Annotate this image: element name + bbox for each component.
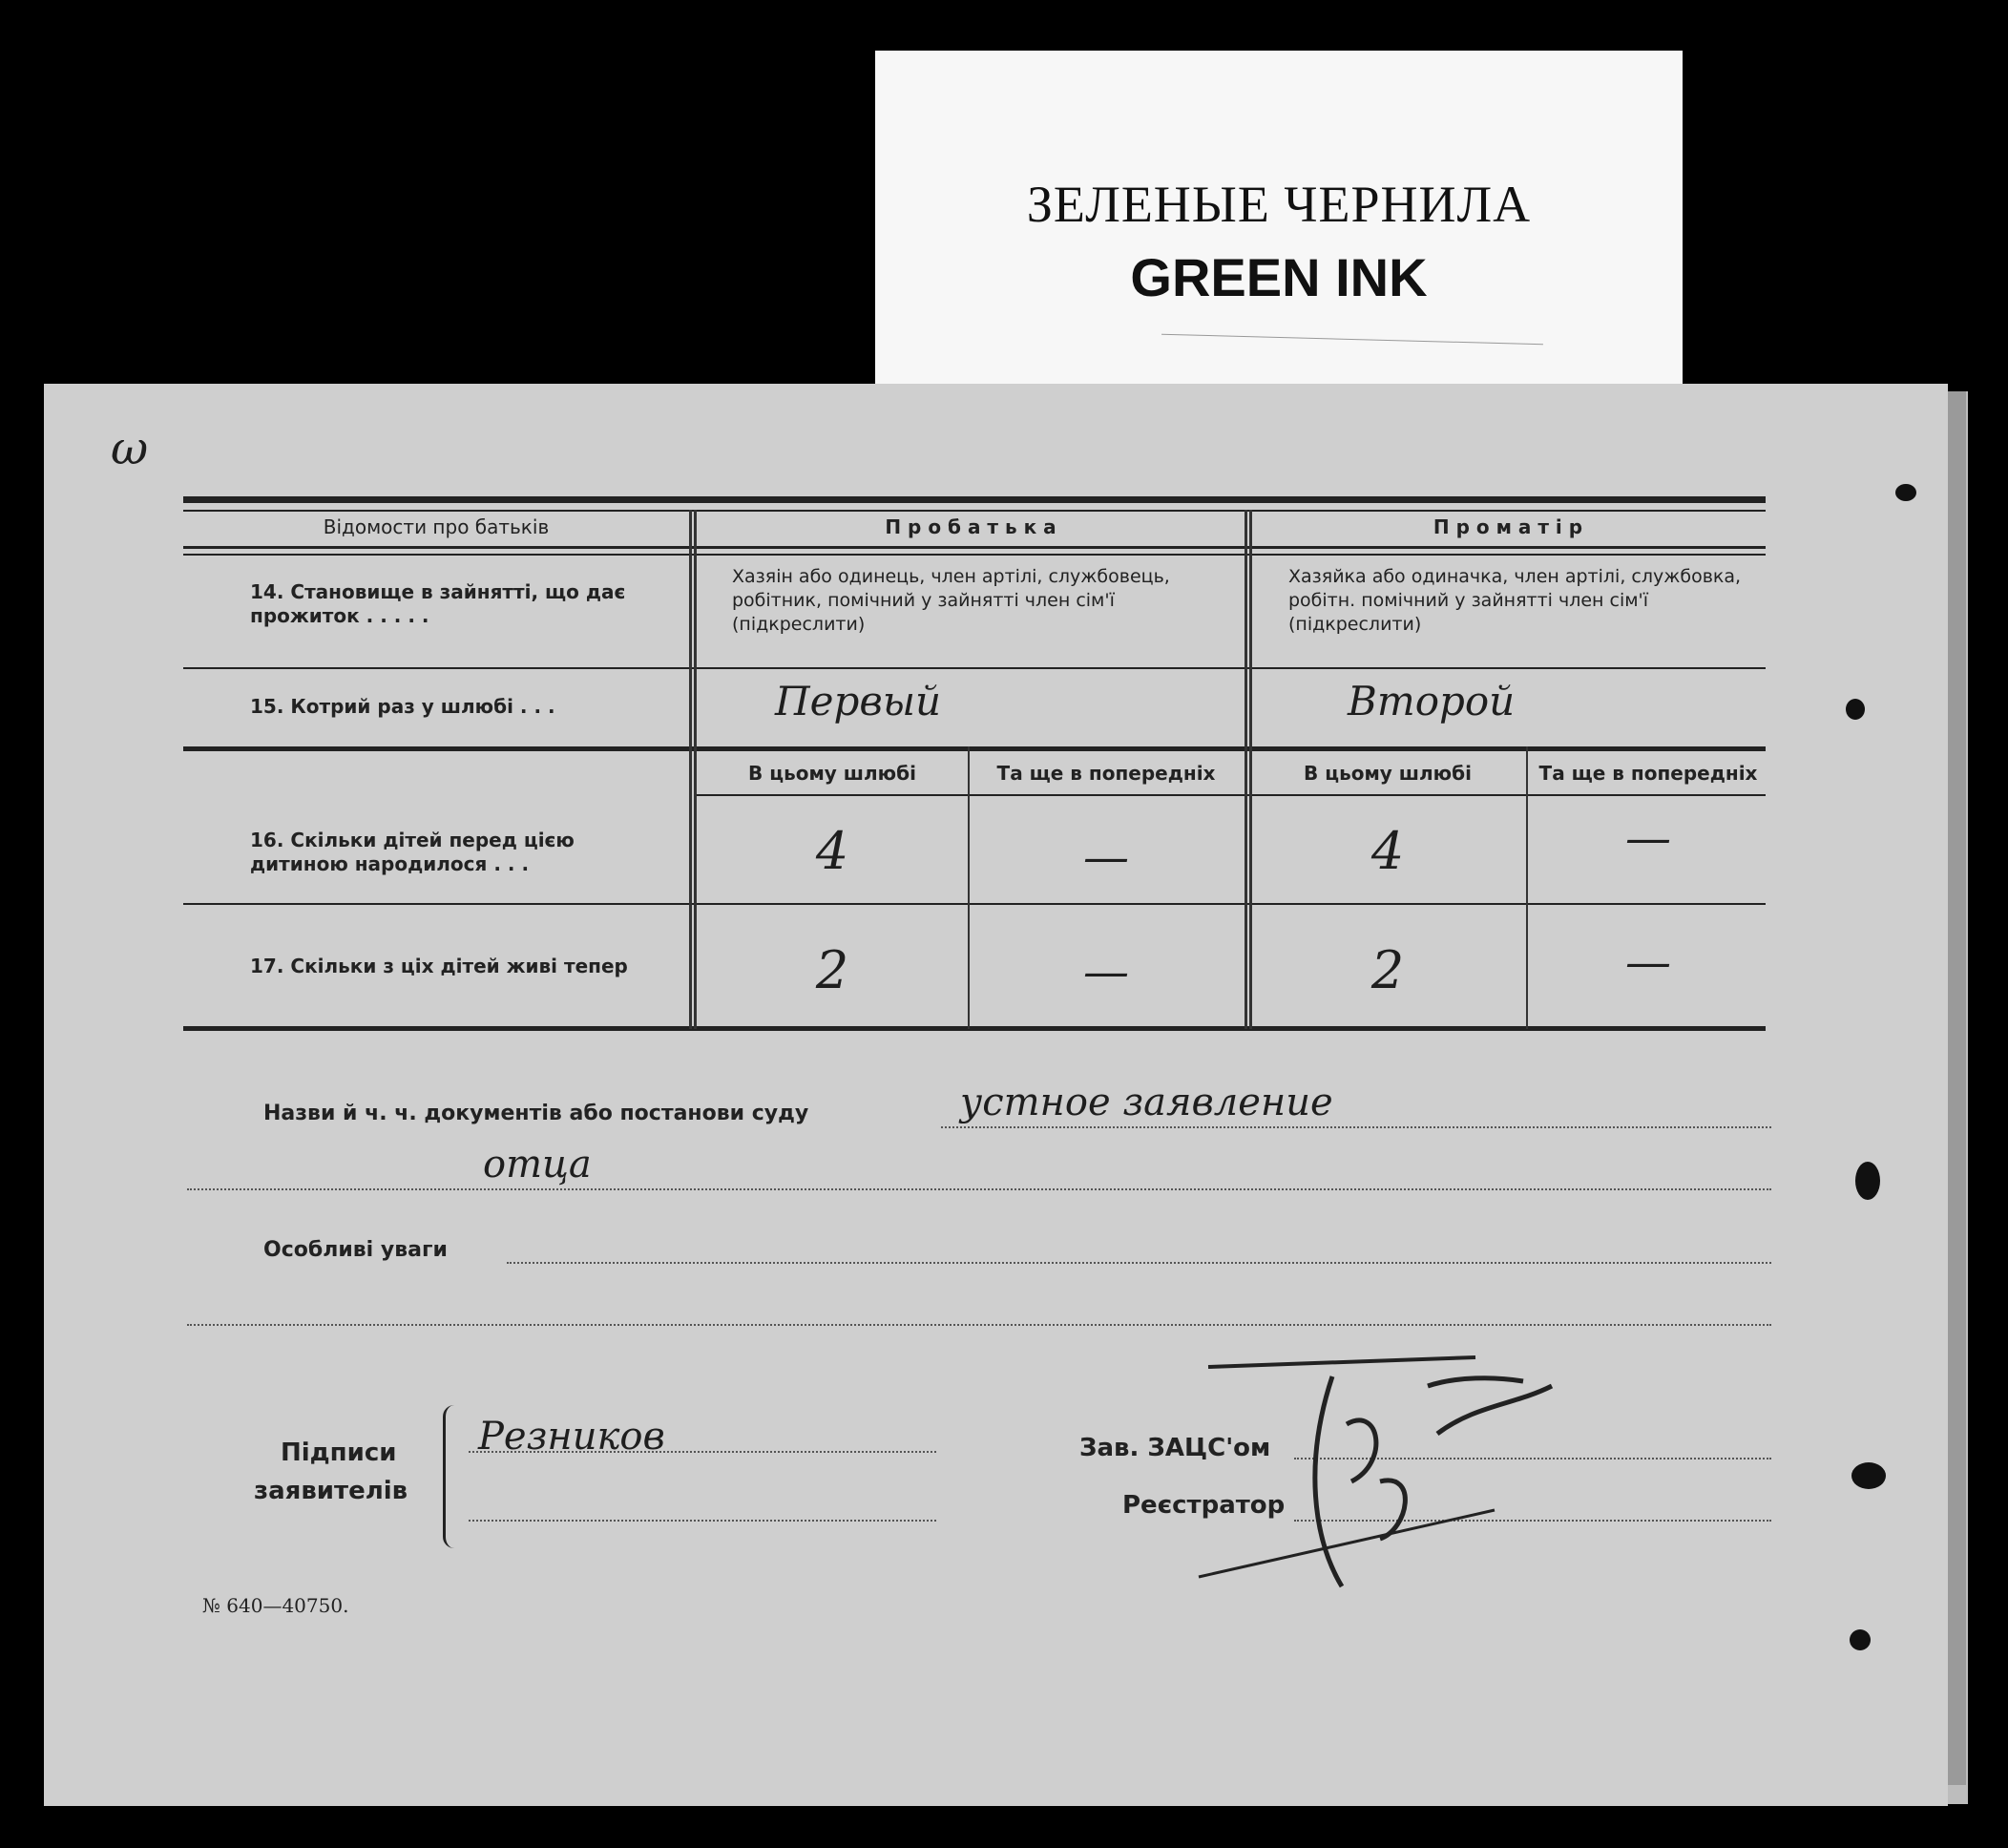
applicants-label-1: Підписи (281, 1438, 397, 1467)
row17-label: 17. Скільки з ціх дітей живі тепер (250, 955, 628, 977)
table-top-rule (183, 510, 1766, 512)
documents-line (941, 1126, 1771, 1128)
table-divider (694, 510, 697, 1029)
form-number: № 640—40750. (202, 1594, 349, 1617)
table-rule (183, 667, 1766, 669)
row14-label: 14. Становище в зайнятті, що дає прожиток . . . . . (250, 580, 626, 627)
row17-mother-prev: — (1625, 935, 1671, 989)
documents-line-2 (187, 1188, 1771, 1190)
table-divider (1526, 746, 1528, 1029)
row16-mother-prev: — (1625, 811, 1671, 865)
row14-mother: Хазяйка або одиначка, член артілі, службовка, робітн. помічний у зайнятті член сім'ї (підкреслити) (1288, 566, 1742, 635)
punch-hole (1851, 1462, 1886, 1489)
documents-label: Назви й ч. ч. документів або постанови суду (263, 1102, 809, 1125)
table-top-rule (183, 496, 1766, 503)
row14-father: Хазяін або одинець, член артілі, службовець, робітник, помічний у зайнятті член сім'ї (підкреслити) (732, 566, 1170, 635)
row16-father-prev: — (1083, 830, 1129, 884)
label-russian: ЗЕЛЕНЫЕ ЧЕРНИЛА (1026, 176, 1532, 233)
registrar-label: Реєстратор (1122, 1491, 1286, 1520)
row17-father-prev: — (1083, 945, 1129, 998)
document-page (44, 384, 1948, 1806)
row17-mother-this: 2 (1370, 940, 1405, 1000)
applicant-sign-line-2 (469, 1520, 936, 1522)
parents-table (183, 496, 1766, 1031)
notes-label: Особливі уваги (263, 1238, 448, 1262)
header-col-mother: П р о м а т і р (1433, 515, 1583, 538)
applicants-brace (443, 1405, 467, 1548)
official-signature (1189, 1348, 1647, 1596)
table-divider (968, 746, 970, 1029)
row15-label: 15. Котрий раз у шлюбі . . . (250, 695, 555, 718)
header-col-info: Відомости про батьків (323, 515, 550, 538)
archive-label-card (875, 51, 1683, 385)
header-col-father: П р о б а т ь к а (885, 515, 1056, 538)
row15-father-value: Первый (775, 678, 942, 724)
table-divider (689, 510, 692, 1029)
table-rule (694, 794, 1766, 796)
row17-father-this: 2 (815, 940, 849, 1000)
documents-value1: устное заявление (960, 1081, 1333, 1124)
applicant-sign-line (469, 1451, 936, 1453)
table-rule (183, 903, 1766, 905)
sub-mother-this: В цьому шлюбі (1304, 762, 1472, 785)
table-rule (183, 554, 1766, 556)
row16-label: 16. Скільки дітей перед цією дитиною народилося . . . (250, 829, 575, 875)
sub-father-prev: Та ще в попередніх (996, 762, 1216, 785)
label-divider (1161, 334, 1543, 345)
table-rule (183, 546, 1766, 549)
row16-mother-this: 4 (1370, 821, 1405, 881)
table-bottom-rule (183, 1026, 1766, 1031)
punch-hole (1895, 484, 1916, 501)
notes-line-2 (187, 1324, 1771, 1326)
row15-mother-value: Второй (1348, 678, 1516, 724)
head-label: Зав. ЗАЦС'ом (1079, 1434, 1271, 1462)
sub-father-this: В цьому шлюбі (748, 762, 916, 785)
applicant-signature: Резников (478, 1415, 665, 1459)
punch-hole (1846, 699, 1865, 720)
applicants-label-2: заявителів (254, 1477, 408, 1505)
table-rule (183, 746, 1766, 751)
sub-mother-prev: Та ще в попередніх (1538, 762, 1758, 785)
row16-father-this: 4 (815, 821, 849, 881)
notes-line (507, 1262, 1771, 1264)
page-edge (1947, 391, 1966, 1785)
punch-hole (1850, 1629, 1871, 1650)
label-english: GREEN INK (1130, 247, 1428, 307)
corner-mark: ω (111, 422, 149, 475)
punch-hole (1855, 1162, 1880, 1200)
documents-value2: отца (483, 1143, 592, 1186)
table-divider (1245, 510, 1247, 1029)
